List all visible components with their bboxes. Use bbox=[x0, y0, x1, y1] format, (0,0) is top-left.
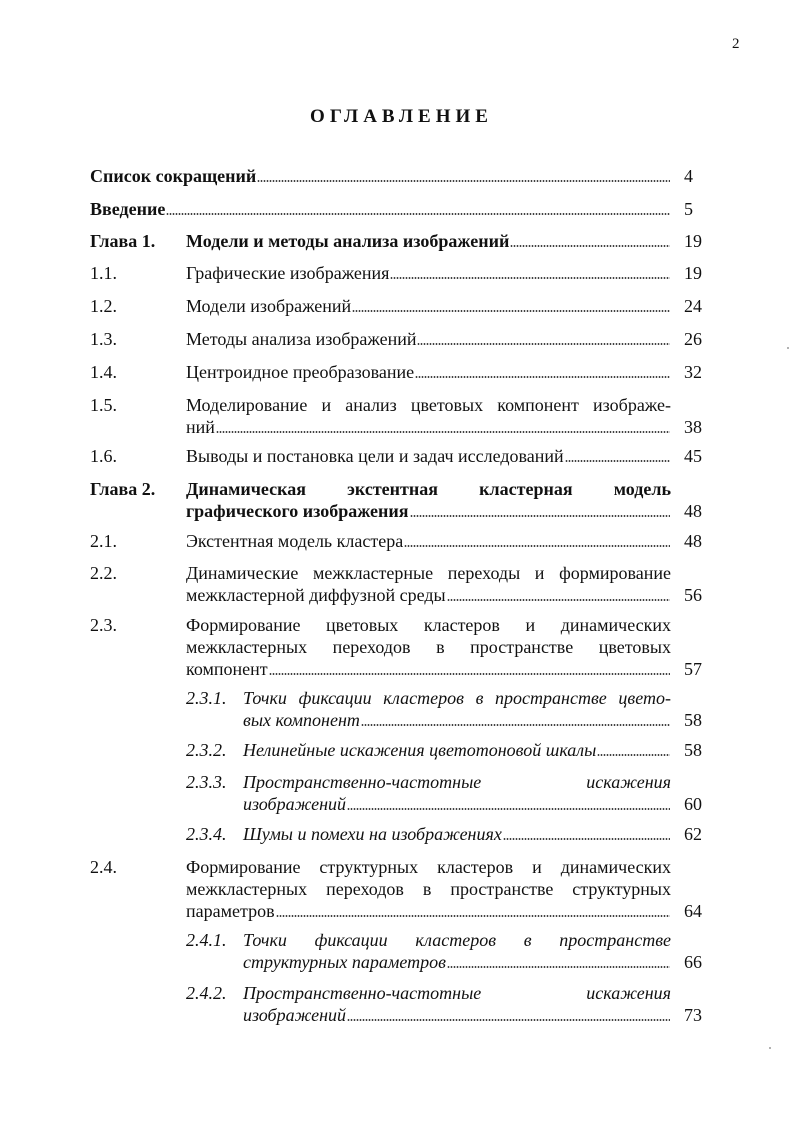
toc-entry-last-line bbox=[243, 823, 671, 845]
toc-entry-page-number: 48 bbox=[684, 531, 702, 551]
toc-entry-title bbox=[186, 445, 671, 467]
toc-entry-title bbox=[186, 856, 671, 922]
dot-leader bbox=[503, 837, 670, 841]
toc-entry-number: 1.1. bbox=[90, 263, 117, 283]
toc-entry-line: Шумы и помехи на изображениях bbox=[243, 824, 502, 844]
toc-entry-page-number: 73 bbox=[684, 1005, 702, 1025]
toc-entry-last-line bbox=[243, 1004, 671, 1026]
toc-entry-line: Выводы и постановка цели и задач исследований bbox=[186, 446, 564, 466]
toc-entry-line: Точки фиксации кластеров в пространстве цвето- bbox=[243, 688, 671, 708]
dot-leader bbox=[415, 375, 670, 379]
toc-entry-number: Глава 1. bbox=[90, 231, 156, 251]
dot-leader bbox=[347, 1018, 670, 1022]
toc-entry-page-number: 48 bbox=[684, 501, 702, 521]
toc-entry-number: 2.3. bbox=[90, 615, 117, 635]
toc-entry-page-number: 56 bbox=[684, 585, 702, 605]
toc-entry-number: 2.4.2. bbox=[186, 983, 227, 1003]
page-title: ОГЛАВЛЕНИЕ bbox=[310, 106, 493, 127]
toc-entry-title bbox=[186, 328, 671, 350]
toc-entry-title bbox=[243, 823, 671, 845]
toc-entry-line: Методы анализа изображений bbox=[186, 329, 417, 349]
toc-entry-title bbox=[243, 687, 671, 731]
toc-entry-last-line bbox=[186, 416, 671, 438]
toc-entry-title bbox=[186, 614, 671, 680]
toc-entry-line: Список сокращений bbox=[90, 166, 257, 186]
toc-entry-number: 1.5. bbox=[90, 395, 117, 415]
toc-entry-page-number: 24 bbox=[684, 296, 702, 316]
toc-entry-line: вых компонент bbox=[243, 710, 360, 730]
toc-entry-page-number: 60 bbox=[684, 794, 702, 814]
toc-entry-last-line bbox=[243, 793, 671, 815]
scan-speck bbox=[787, 347, 789, 349]
toc-entry-title bbox=[186, 394, 671, 438]
toc-entry-last-line bbox=[90, 165, 671, 187]
toc-entry-page-number: 32 bbox=[684, 362, 702, 382]
toc-entry-number: 2.3.1. bbox=[186, 688, 227, 708]
dot-leader bbox=[361, 723, 670, 727]
toc-entry-number: 1.6. bbox=[90, 446, 117, 466]
toc-entry-last-line bbox=[186, 361, 671, 383]
toc-entry-last-line bbox=[186, 530, 671, 552]
dot-leader bbox=[276, 914, 670, 918]
toc-entry-title bbox=[90, 198, 671, 220]
toc-entry-title bbox=[243, 739, 671, 761]
toc-entry-title bbox=[186, 562, 671, 606]
toc-entry-line: изображений bbox=[243, 1005, 347, 1025]
toc-entry-title bbox=[90, 165, 671, 187]
dot-leader bbox=[597, 753, 670, 757]
toc-entry-last-line bbox=[186, 262, 671, 284]
toc-entry-title bbox=[186, 295, 671, 317]
toc-entry-last-line bbox=[243, 739, 671, 761]
toc-entry-number: 2.3.2. bbox=[186, 740, 227, 760]
toc-entry-last-line bbox=[90, 198, 671, 220]
toc-entry-number: 2.3.3. bbox=[186, 772, 227, 792]
toc-entry-number: Глава 2. bbox=[90, 479, 156, 499]
toc-entry-page-number: 64 bbox=[684, 901, 702, 921]
toc-entry-number: 2.4.1. bbox=[186, 930, 227, 950]
dot-leader bbox=[447, 598, 670, 602]
toc-entry-line: графического изображения bbox=[186, 501, 409, 521]
toc-entry-page-number: 38 bbox=[684, 417, 702, 437]
dot-leader bbox=[166, 212, 670, 216]
toc-entry-page-number: 19 bbox=[684, 263, 702, 283]
toc-entry-title bbox=[186, 230, 671, 252]
toc-entry-line: Модели и методы анализа изображений bbox=[186, 231, 510, 251]
toc-entry-line: межкластерной диффузной среды bbox=[186, 585, 446, 605]
toc-entry-line: межкластерных переходов в пространстве цветовых bbox=[186, 637, 671, 657]
toc-entry-line: Нелинейные искажения цветотоновой шкалы bbox=[243, 740, 597, 760]
toc-entry-line: Точки фиксации кластеров в пространстве bbox=[243, 930, 671, 950]
toc-entry-page-number: 57 bbox=[684, 659, 702, 679]
toc-entry-line: Формирование структурных кластеров и динамических bbox=[186, 857, 671, 877]
toc-entry-page-number: 26 bbox=[684, 329, 702, 349]
toc-entry-page-number: 4 bbox=[684, 166, 693, 186]
toc-entry-last-line bbox=[186, 230, 671, 252]
toc-entry-last-line bbox=[186, 584, 671, 606]
dot-leader bbox=[347, 807, 670, 811]
toc-entry-title bbox=[186, 262, 671, 284]
dot-leader bbox=[447, 965, 670, 969]
toc-entry-last-line bbox=[186, 658, 671, 680]
toc-entry-title bbox=[243, 929, 671, 973]
toc-entry-last-line bbox=[186, 328, 671, 350]
toc-entry-number: 1.3. bbox=[90, 329, 117, 349]
toc-entry-line: межкластерных переходов в пространстве структурных bbox=[186, 879, 671, 899]
toc-entry-page-number: 58 bbox=[684, 710, 702, 730]
toc-entry-line: Экстентная модель кластера bbox=[186, 531, 404, 551]
toc-entry-last-line bbox=[186, 445, 671, 467]
dot-leader bbox=[269, 672, 670, 676]
page-number: 2 bbox=[732, 36, 740, 52]
toc-entry-page-number: 66 bbox=[684, 952, 702, 972]
toc-entry-line: Введение bbox=[90, 199, 166, 219]
toc-entry-number: 2.1. bbox=[90, 531, 117, 551]
toc-entry-last-line bbox=[186, 900, 671, 922]
dot-leader bbox=[404, 544, 670, 548]
toc-entry-title bbox=[186, 361, 671, 383]
toc-entry-page-number: 58 bbox=[684, 740, 702, 760]
toc-entry-line: ний bbox=[186, 417, 215, 437]
toc-entry-line: параметров bbox=[186, 901, 275, 921]
toc-entry-line: Формирование цветовых кластеров и динамических bbox=[186, 615, 671, 635]
toc-entry-title bbox=[186, 478, 671, 522]
dot-leader bbox=[257, 179, 670, 183]
toc-entry-page-number: 62 bbox=[684, 824, 702, 844]
toc-entry-line: структурных параметров bbox=[243, 952, 446, 972]
dot-leader bbox=[410, 514, 670, 518]
toc-entry-line: Модели изображений bbox=[186, 296, 352, 316]
dot-leader bbox=[565, 459, 670, 463]
toc-entry-line: Динамическая экстентная кластерная модель bbox=[186, 479, 671, 499]
toc-entry-title bbox=[243, 982, 671, 1026]
toc-entry-last-line bbox=[186, 500, 671, 522]
toc-entry-line: Динамические межкластерные переходы и формирование bbox=[186, 563, 671, 583]
toc-entry-line: Пространственно-частотные искажения bbox=[243, 983, 671, 1003]
toc-entry-last-line bbox=[243, 709, 671, 731]
toc-entry-number: 2.3.4. bbox=[186, 824, 227, 844]
toc-entry-line: изображений bbox=[243, 794, 347, 814]
toc-entry-number: 1.2. bbox=[90, 296, 117, 316]
toc-entry-page-number: 45 bbox=[684, 446, 702, 466]
toc-entry-line: Центроидное преобразование bbox=[186, 362, 415, 382]
dot-leader bbox=[510, 244, 670, 248]
dot-leader bbox=[352, 309, 670, 313]
toc-entry-line: компонент bbox=[186, 659, 268, 679]
toc-entry-line: Графические изображения bbox=[186, 263, 390, 283]
toc-entry-last-line bbox=[243, 951, 671, 973]
dot-leader bbox=[390, 276, 670, 280]
toc-entry-last-line bbox=[186, 295, 671, 317]
dot-leader bbox=[216, 430, 670, 434]
scan-speck bbox=[769, 1047, 771, 1049]
dot-leader bbox=[417, 342, 670, 346]
toc-entry-page-number: 5 bbox=[684, 199, 693, 219]
toc-entry-number: 2.2. bbox=[90, 563, 117, 583]
toc-entry-line: Пространственно-частотные искажения bbox=[243, 772, 671, 792]
toc-entry-title bbox=[186, 530, 671, 552]
toc-entry-title bbox=[243, 771, 671, 815]
toc-entry-number: 2.4. bbox=[90, 857, 117, 877]
toc-entry-line: Моделирование и анализ цветовых компонент изображе- bbox=[186, 395, 671, 415]
toc-entry-page-number: 19 bbox=[684, 231, 702, 251]
toc-entry-number: 1.4. bbox=[90, 362, 117, 382]
